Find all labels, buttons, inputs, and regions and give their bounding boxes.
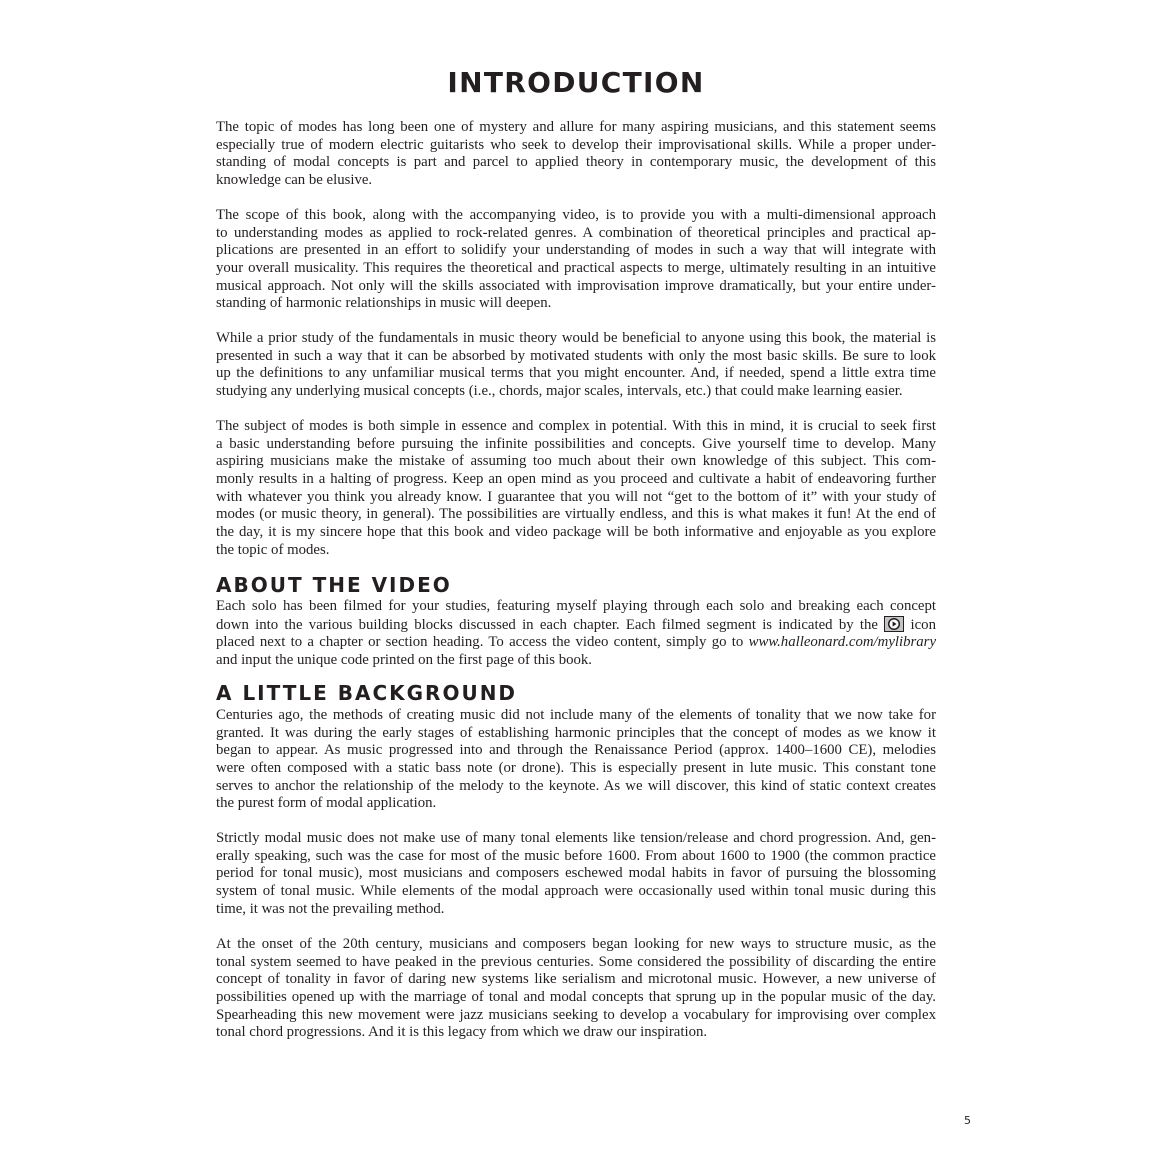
text-line: the purest form of modal application.	[216, 795, 437, 812]
text-line: serves to anchor the relationship of the melody to the keynote. As we will discover, this kind of static context creates	[216, 777, 936, 794]
text-line: standing of modal concepts is part and parcel to applied theory in contemporary music, the development of this	[216, 154, 936, 171]
text-line: Strictly modal music does not make use of many tonal elements like tension/release and chord progression. And, gen-	[216, 830, 936, 846]
intro-paragraph-1	[216, 119, 936, 190]
text-line: plications are presented in an effort to solidify your understanding of modes in such a way that will integrate with	[216, 242, 936, 259]
text-line: the day, it is my sincere hope that this book and video package will be both informative and enjoyable as you explore	[216, 523, 936, 540]
text-line: possibilities opened up with the marriage of tonal and modal concepts that sprung up in the popular music of the day.	[216, 988, 936, 1005]
background-paragraph-1	[216, 707, 936, 813]
page-title: INTRODUCTION	[447, 66, 705, 99]
text-line: the topic of modes.	[216, 541, 330, 558]
text-line: a basic understanding before pursuing the infinite possibilities and concepts. Give yourself time to develop. Many	[216, 435, 936, 452]
text-line: tonal system seemed to have peaked in the previous centuries. Some considered the possibility of discarding the entire	[216, 953, 936, 970]
text-line: especially true of modern electric guitarists who seek to develop their improvisational skills. While a proper under-	[216, 136, 936, 153]
text-line: time, it was not the prevailing method.	[216, 900, 445, 917]
text-segment: placed next to a chapter or section heading. To access the video content, simply go to	[216, 634, 744, 651]
text-line: The subject of modes is both simple in essence and complex in potential. With this in mind, it is crucial to seek first	[216, 418, 936, 434]
intro-paragraph-4	[216, 418, 936, 559]
text-line: to understanding modes as applied to rock-related genres. A combination of theoretical principles and practical ap-	[216, 224, 936, 241]
text-line: studying any underlying musical concepts (i.e., chords, major scales, intervals, etc.) that could make learning easier.	[216, 382, 903, 399]
text-line: The scope of this book, along with the accompanying video, is to provide you with a multi-dimensional approach	[216, 207, 936, 223]
intro-paragraph-2	[216, 207, 936, 313]
text-line: were often composed with a static bass note (or drone). This is especially present in lute music. This constant tone	[216, 759, 936, 776]
background-heading: A LITTLE BACKGROUND	[216, 681, 518, 705]
text-line: standing of harmonic relationships in music will deepen.	[216, 295, 552, 312]
text-line-with-icon	[216, 616, 936, 635]
background-paragraph-2	[216, 830, 936, 918]
video-icon	[884, 616, 904, 632]
text-line: presented in such a way that it can be absorbed by motivated students with only the most basic skills. Be sure to look	[216, 347, 936, 364]
text-line: granted. It was during the early stages of establishing harmonic principles that the concept of modes as we know it	[216, 724, 936, 741]
text-line-with-url	[216, 634, 936, 652]
text-line: with whatever you think you already know. I guarantee that you will not “get to the bottom of it” with your study of	[216, 488, 936, 505]
text-line: erally speaking, such was the case for most of the music before 1600. From about 1600 to 1900 (the common practice	[216, 847, 936, 864]
text-line: Centuries ago, the methods of creating music did not include many of the elements of tonality that we now take for	[216, 707, 936, 723]
text-segment: down into the various building blocks discussed in each chapter. Each filmed segment is indicated by the	[216, 616, 878, 633]
text-line: system of tonal music. While elements of the modal approach were occasionally used within tonal music during this	[216, 882, 936, 899]
text-line: The topic of modes has long been one of mystery and allure for many aspiring musicians, and this statement seems	[216, 119, 936, 135]
text-line: monly results in a halting of progress. Keep an open mind as you proceed and cultivate a habit of endeavoring further	[216, 470, 936, 487]
background-paragraph-3	[216, 936, 936, 1042]
text-line: concept of tonality in favor of daring new systems like serialism and microtonal music. However, a new universe of	[216, 971, 936, 988]
text-line: tonal chord progressions. And it is this legacy from which we draw our inspiration.	[216, 1024, 708, 1041]
page-number: 5	[964, 1114, 971, 1127]
text-line: Spearheading this new movement were jazz musicians seeking to develop a vocabulary for improvising over complex	[216, 1006, 936, 1023]
text-line: period for tonal music), most musicians and composers eschewed modal habits in favor of pursuing the blossoming	[216, 865, 936, 882]
text-line: At the onset of the 20th century, musicians and composers began looking for new ways to structure music, as the	[216, 936, 936, 952]
text-line: knowledge can be elusive.	[216, 171, 373, 188]
text-line: aspiring musicians make the mistake of assuming too much about their own knowledge of this subject. This com-	[216, 453, 936, 470]
text-line: began to appear. As music progressed into and through the Renaissance Period (approx. 1400–1600 CE), melodies	[216, 742, 936, 759]
about-video-paragraph	[216, 598, 936, 670]
intro-paragraph-3	[216, 330, 936, 401]
text-line: modes (or music theory, in general). The possibilities are virtually endless, and this is what makes it fun! At the end of	[216, 506, 936, 523]
about-video-heading: ABOUT THE VIDEO	[216, 573, 452, 597]
text-line: and input the unique code printed on the first page of this book.	[216, 651, 593, 668]
text-line: your overall musicality. This requires the theoretical and practical aspects to merge, ultimately resulting in an intuitive	[216, 259, 936, 276]
text-line: musical approach. Not only will the skills associated with improvisation improve dramatically, but your entire under-	[216, 277, 936, 294]
text-line: While a prior study of the fundamentals in music theory would be beneficial to anyone using this book, the material is	[216, 330, 936, 346]
library-url: www.halleonard.com/mylibrary	[748, 634, 937, 651]
text-line: up the definitions to any unfamiliar musical terms that you might encounter. And, if needed, spend a little extra time	[216, 365, 936, 382]
text-line: Each solo has been filmed for your studies, featuring myself playing through each solo and breaking each concept	[216, 598, 936, 614]
text-segment: icon	[910, 616, 936, 633]
